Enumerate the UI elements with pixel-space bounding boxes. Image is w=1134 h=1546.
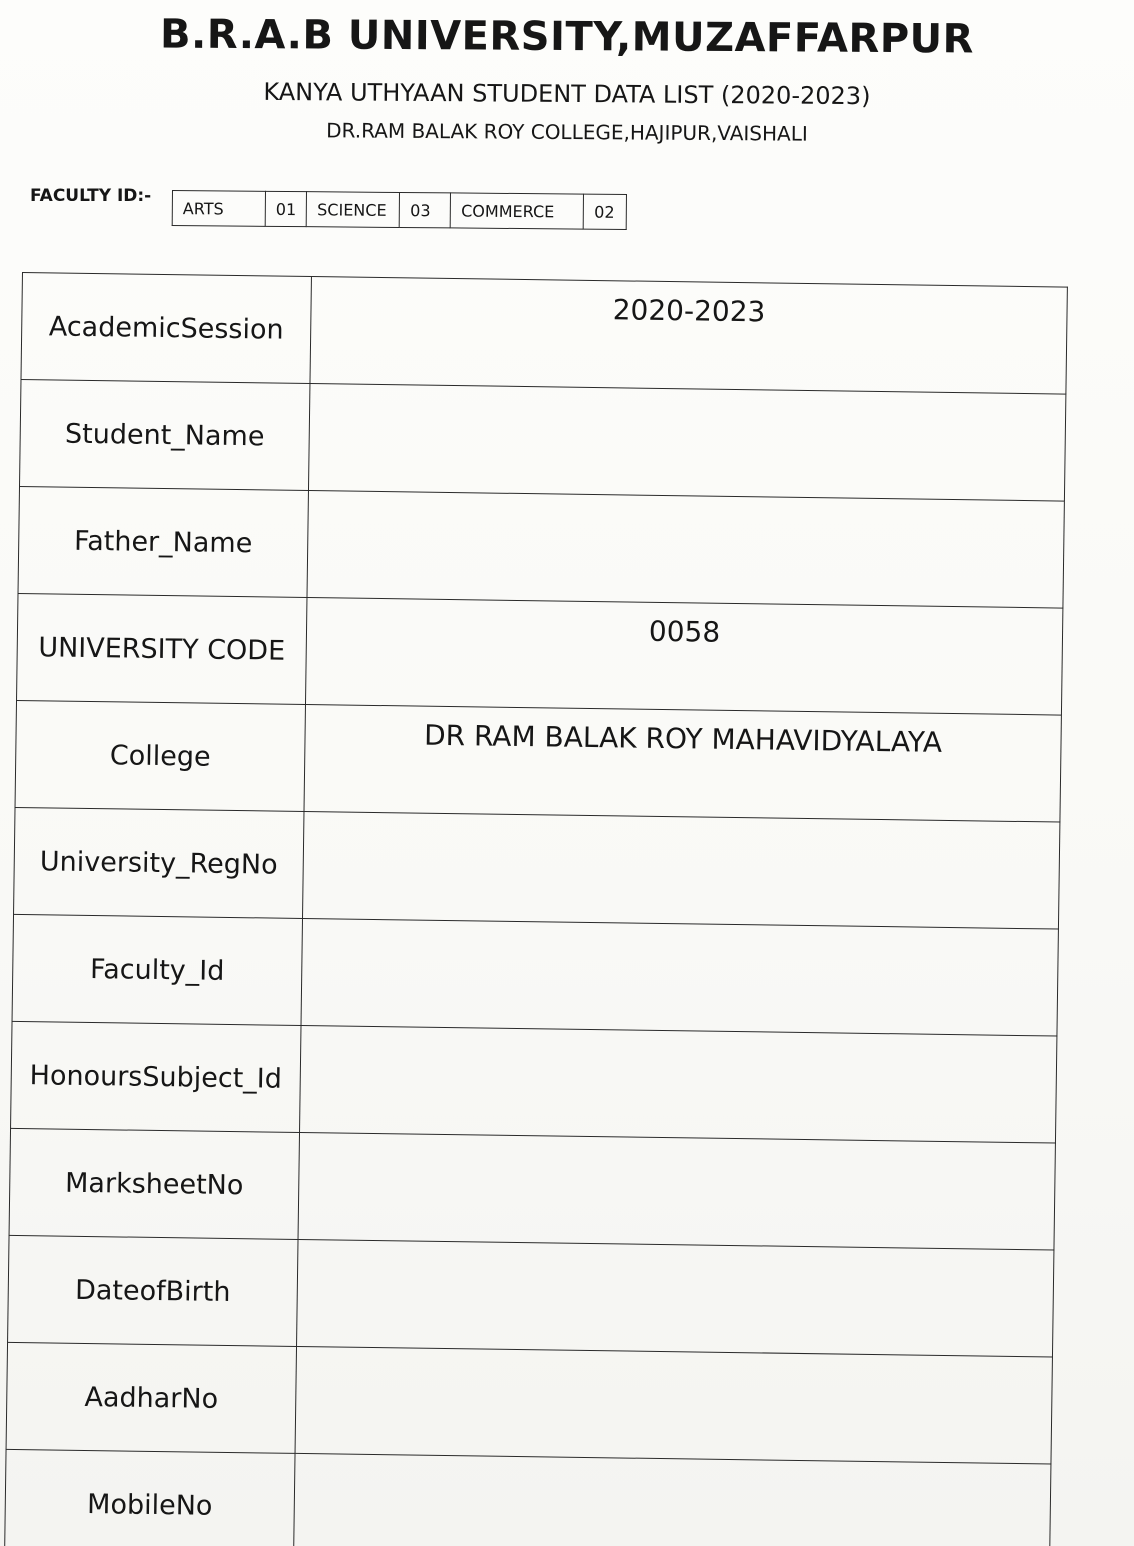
form-row-aadhar-no bbox=[6, 1342, 1052, 1464]
form-row-mobile-no bbox=[5, 1449, 1051, 1546]
form-row-date-of-birth bbox=[8, 1235, 1054, 1357]
faculty-arts-name: ARTS bbox=[172, 191, 265, 227]
honours-subject-id-field bbox=[300, 1025, 1057, 1143]
form-row-faculty-id bbox=[12, 914, 1058, 1036]
date-of-birth-field bbox=[297, 1239, 1054, 1357]
date-of-birth-label: DateofBirth bbox=[8, 1235, 298, 1346]
aadhar-no-label: AadharNo bbox=[6, 1342, 296, 1453]
university-title: B.R.A.B UNIVERSITY,MUZAFFARPUR bbox=[159, 11, 975, 63]
faculty-science-name: SCIENCE bbox=[307, 192, 400, 228]
college-address: DR.RAM BALAK ROY COLLEGE,HAJIPUR,VAISHALI bbox=[326, 118, 808, 146]
faculty-id-field bbox=[301, 918, 1058, 1036]
academic-session-label: AcademicSession bbox=[21, 273, 311, 384]
marksheet-no-field bbox=[298, 1132, 1055, 1250]
form-row-father-name bbox=[18, 486, 1064, 608]
faculty-commerce-code: 02 bbox=[584, 194, 627, 229]
form-row-university-regno bbox=[14, 807, 1060, 929]
form-row-marksheet-no bbox=[9, 1128, 1055, 1250]
mobile-no-label: MobileNo bbox=[5, 1449, 295, 1546]
form-row-academic-session bbox=[21, 273, 1067, 395]
form-row-college bbox=[15, 700, 1061, 822]
faculty-id-row bbox=[172, 191, 627, 230]
university-code-value: 0058 bbox=[305, 598, 1062, 716]
university-regno-label: University_RegNo bbox=[14, 807, 304, 918]
form-row-honours-subject-id bbox=[11, 1021, 1057, 1143]
faculty-id-field-label: Faculty_Id bbox=[12, 914, 302, 1025]
marksheet-no-label: MarksheetNo bbox=[9, 1128, 299, 1239]
faculty-id-label: FACULTY ID:- bbox=[30, 186, 152, 206]
form-row-university-code bbox=[17, 593, 1063, 715]
form-row-student-name bbox=[20, 379, 1066, 501]
college-value: DR RAM BALAK ROY MAHAVIDYALAYA bbox=[304, 705, 1061, 823]
father-name-field bbox=[307, 491, 1064, 609]
student-data-form bbox=[4, 272, 1068, 1546]
aadhar-no-field bbox=[295, 1346, 1052, 1464]
faculty-id-table bbox=[172, 190, 628, 230]
academic-session-value: 2020-2023 bbox=[310, 277, 1067, 395]
university-code-label: UNIVERSITY CODE bbox=[17, 593, 307, 704]
faculty-science-code: 03 bbox=[400, 192, 451, 227]
list-subtitle: KANYA UTHYAAN STUDENT DATA LIST (2020-2023) bbox=[263, 77, 871, 111]
college-label: College bbox=[15, 700, 305, 811]
mobile-no-field bbox=[294, 1453, 1051, 1546]
student-name-field bbox=[308, 384, 1065, 502]
student-name-label: Student_Name bbox=[20, 379, 310, 490]
honours-subject-id-label: HonoursSubject_Id bbox=[11, 1021, 301, 1132]
faculty-commerce-name: COMMERCE bbox=[451, 193, 584, 229]
faculty-arts-code: 01 bbox=[265, 191, 307, 226]
university-regno-field bbox=[303, 811, 1060, 929]
father-name-label: Father_Name bbox=[18, 486, 308, 597]
